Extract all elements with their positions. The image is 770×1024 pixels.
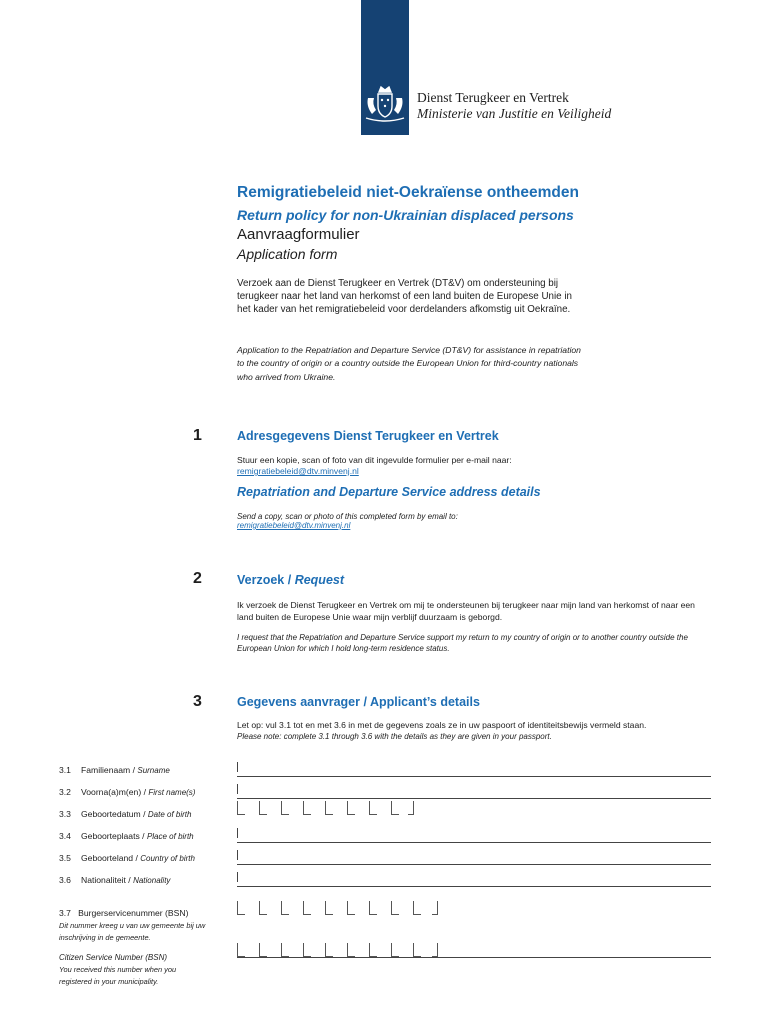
field-label: [81, 787, 195, 797]
bsn-label: [59, 908, 188, 920]
bsn-note-en: You received this number when you registered in your municipality.: [59, 965, 177, 986]
section-3-title: Gegevens aanvrager / Applicant’s details: [237, 695, 480, 709]
bsn-input-en[interactable]: [237, 943, 711, 959]
bsn-number: 3.7: [59, 908, 71, 918]
section-3-note: Let op: vul 3.1 tot en met 3.6 in met de gegevens zoals ze in uw paspoort of identiteitsbewijs vermeld staan.: [237, 720, 647, 730]
field-label-en: First name(s): [148, 788, 196, 797]
section-2-title-en: Request: [294, 573, 345, 587]
field-label-en: Nationality: [133, 876, 171, 885]
field-label-en: Surname: [137, 766, 170, 775]
date-of-birth-input[interactable]: [237, 801, 417, 817]
field-date-of-birth: [59, 809, 719, 823]
field-label-en: Date of birth: [147, 810, 192, 819]
country-of-birth-input[interactable]: [237, 850, 711, 865]
bsn-label-en: Citizen Service Number (BSN): [59, 953, 168, 962]
section-1-text-en: Send a copy, scan or photo of this completed form by email to:: [237, 512, 458, 521]
section-1-title-en: Repatriation and Departure Service address details: [237, 485, 541, 499]
nationality-input[interactable]: [237, 872, 711, 887]
surname-input[interactable]: [237, 762, 711, 777]
bsn-note: Dit nummer kreeg u van uw gemeente bij uw inschrijving in de gemeente.: [59, 921, 206, 942]
org-name: Dienst Terugkeer en Vertrek: [417, 90, 569, 105]
field-label-en: Country of birth: [140, 854, 195, 863]
field-number: 3.3: [59, 809, 71, 819]
section-1-title: Adresgegevens Dienst Terugkeer en Vertrek: [237, 429, 499, 443]
intro-text: Verzoek aan de Dienst Terugkeer en Vertrek (DT&V) om ondersteuning bij terugkeer naar het land van herkomst of een land buiten de Europese Unie in het kader van het remigratiebeleid voor derdelanders afkomstig uit Oekraïne.: [237, 278, 572, 316]
ministry-name: Ministerie van Justitie en Veiligheid: [417, 106, 612, 121]
field-country-of-birth: [59, 853, 719, 867]
field-label-nl: Familienaam /: [81, 765, 135, 775]
field-number: 3.2: [59, 787, 71, 797]
place-of-birth-input[interactable]: [237, 828, 711, 843]
field-label: [81, 831, 194, 841]
field-label: [81, 875, 170, 885]
section-2-text: Ik verzoek de Dienst Terugkeer en Vertrek om mij te ondersteunen bij terugkeer naar mijn land van herkomst of naar een land buiten de Europese Unie waar mijn verblijf duurzaam is geborgd.: [237, 600, 695, 622]
field-label: [81, 809, 191, 819]
field-label-nl: Geboortedatum /: [81, 809, 146, 819]
section-2-title-nl: Verzoek /: [237, 573, 292, 587]
section-2-title: [237, 573, 344, 587]
field-label-nl: Geboorteland /: [81, 853, 138, 863]
field-number: 3.4: [59, 831, 71, 841]
field-first-names: [59, 787, 719, 801]
intro-text-en: Application to the Repatriation and Departure Service (DT&V) for assistance in repatriation to the country of origin or a country outside the European Union for third-country nationals who arrived from Ukraine.: [237, 345, 581, 382]
first-names-input[interactable]: [237, 784, 711, 799]
email-link-en[interactable]: remigratiebeleid@dtv.minvenj.nl: [237, 521, 351, 530]
field-surname: [59, 765, 719, 779]
section-2-number: 2: [193, 570, 202, 587]
section-2-text-en: I request that the Repatriation and Departure Service support my return to my country of origin or to another country outside the European Union for which I hold long-term residence status.: [237, 633, 688, 653]
field-label-nl: Geboorteplaats /: [81, 831, 145, 841]
field-label-nl: Nationaliteit /: [81, 875, 131, 885]
field-nationality: [59, 875, 719, 889]
field-label: [81, 853, 195, 863]
form-type: Aanvraagformulier: [237, 226, 360, 243]
page-title: Remigratiebeleid niet-Oekraïense ontheemden: [237, 184, 579, 201]
bsn-input[interactable]: [237, 901, 447, 917]
field-label-nl: Voorna(a)m(en) /: [81, 787, 146, 797]
form-type-en: Application form: [237, 246, 338, 262]
field-label-en: Place of birth: [146, 832, 194, 841]
email-link[interactable]: remigratiebeleid@dtv.minvenj.nl: [237, 466, 359, 476]
page-title-en: Return policy for non-Ukrainian displaced persons: [237, 207, 574, 223]
field-number: 3.6: [59, 875, 71, 885]
field-place-of-birth: [59, 831, 719, 845]
section-3-number: 3: [193, 693, 202, 710]
royal-crest-icon: [362, 84, 408, 124]
field-number: 3.1: [59, 765, 71, 775]
section-1-text: Stuur een kopie, scan of foto van dit ingevulde formulier per e-mail naar:: [237, 455, 512, 465]
bsn-label-nl: Burgerservicenummer (BSN): [78, 908, 189, 918]
field-number: 3.5: [59, 853, 71, 863]
section-1-number: 1: [193, 427, 202, 444]
section-3-note-en: Please note: complete 3.1 through 3.6 with the details as they are given in your passport.: [237, 732, 552, 741]
field-label: [81, 765, 170, 775]
